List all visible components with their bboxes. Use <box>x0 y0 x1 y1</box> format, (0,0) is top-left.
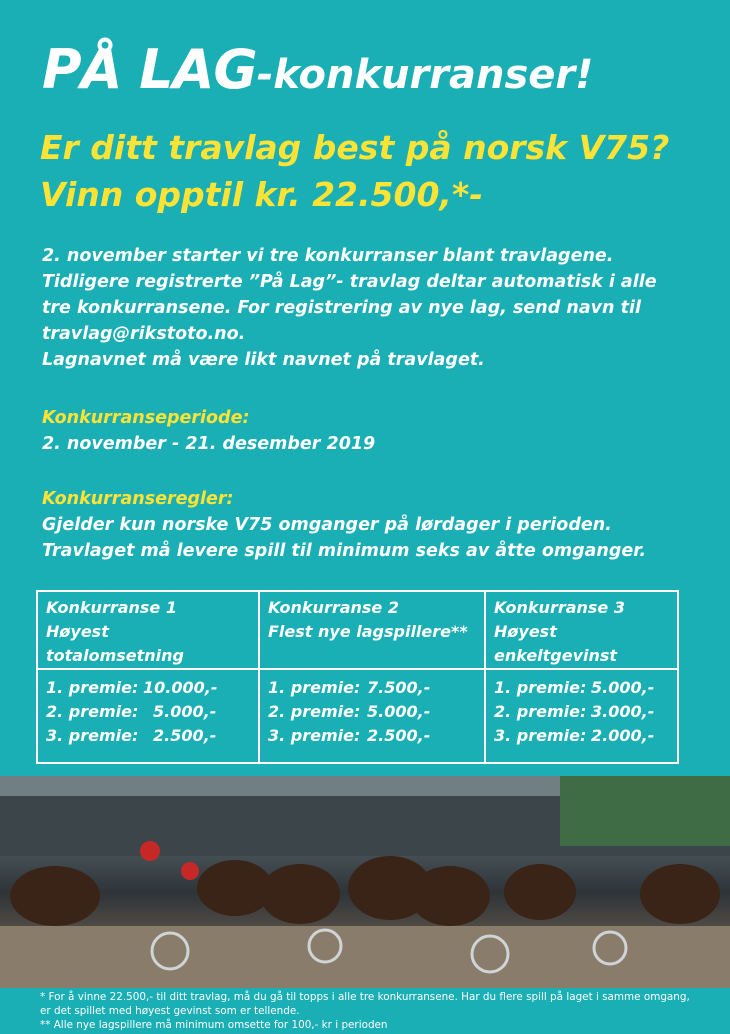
period-value: 2. november - 21. desember 2019 <box>42 434 376 454</box>
competition-desc: Høyest totalomsetning <box>46 622 184 665</box>
competition-3-header <box>485 591 678 669</box>
trees <box>560 776 730 846</box>
subtitle-line-2: Vinn opptil kr. 22.500,*- <box>40 175 483 214</box>
prize-amount: 2.500,- <box>367 726 431 745</box>
competition-desc: Høyest enkeltgevinst <box>494 622 618 665</box>
competition-name: Konkurranse 1 <box>46 598 177 617</box>
prize-row <box>494 676 671 700</box>
prize-row <box>46 700 252 724</box>
prize-amount: 5.000,- <box>153 702 217 721</box>
prize-amount: 3.000,- <box>591 702 655 721</box>
prize-label: 3. premie: <box>46 726 139 745</box>
subtitle-line-1: Er ditt travlag best på norsk V75? <box>40 128 670 167</box>
prize-label: 1. premie: <box>494 678 587 697</box>
competition-header-row <box>37 591 678 669</box>
photo-illustration <box>0 776 730 988</box>
footnote: er det spillet med høyest gevinst som er tellende. <box>40 1005 300 1017</box>
prize-label: 2. premie: <box>46 702 139 721</box>
prize-label: 2. premie: <box>268 702 361 721</box>
intro-line: 2. november starter vi tre konkurranser blant travlagene. <box>42 246 614 266</box>
prize-row <box>46 676 252 700</box>
period-section <box>42 405 375 457</box>
prize-label: 1. premie: <box>46 678 139 697</box>
prize-amount: 5.000,- <box>591 678 655 697</box>
competition-1-prizes <box>37 669 259 763</box>
competition-2-prizes <box>259 669 485 763</box>
horses <box>10 856 720 926</box>
prize-amount: 2.500,- <box>153 726 217 745</box>
competition-1-header <box>37 591 259 669</box>
prize-label: 2. premie: <box>494 702 587 721</box>
prize-row <box>268 724 478 748</box>
prize-row <box>268 700 478 724</box>
period-heading: Konkurranseperiode: <box>42 408 250 428</box>
page-title <box>42 38 593 101</box>
competition-name: Konkurranse 3 <box>494 598 625 617</box>
competition-name: Konkurranse 2 <box>268 598 399 617</box>
prize-label: 1. premie: <box>268 678 361 697</box>
prize-row <box>46 724 252 748</box>
prize-amount: 10.000,- <box>143 678 218 697</box>
rules-line: Gjelder kun norske V75 omganger på lørdager i perioden. <box>42 515 612 535</box>
intro-line: Lagnavnet må være likt navnet på travlaget. <box>42 350 485 370</box>
intro-text <box>42 243 657 373</box>
rules-section <box>42 486 646 564</box>
competition-2-header <box>259 591 485 669</box>
prize-amount: 5.000,- <box>367 702 431 721</box>
footnote: ** Alle nye lagspillere må minimum omsette for 100,- kr i perioden <box>40 1019 388 1031</box>
intro-line: tre konkurransene. For registrering av nye lag, send navn til <box>42 298 641 318</box>
prize-amount: 2.000,- <box>591 726 655 745</box>
competition-3-prizes <box>485 669 678 763</box>
harness-racing-photo <box>0 776 730 988</box>
competition-prize-row <box>37 669 678 763</box>
rules-line: Travlaget må levere spill til minimum seks av åtte omganger. <box>42 541 647 561</box>
title-main: PÅ LAG <box>42 38 257 101</box>
prize-row <box>494 700 671 724</box>
prize-row <box>268 676 478 700</box>
competition-desc: Flest nye lagspillere** <box>268 622 468 641</box>
prize-label: 3. premie: <box>494 726 587 745</box>
footnotes <box>40 990 690 1032</box>
title-suffix: -konkurranser! <box>256 52 594 98</box>
prize-row <box>494 724 671 748</box>
competitions-table <box>36 590 679 764</box>
footnote: * For å vinne 22.500,- til ditt travlag, må du gå til topps i alle tre konkurransene. Har du flere spill på laget i samme omgang, <box>40 991 690 1003</box>
rules-heading: Konkurranseregler: <box>42 489 234 509</box>
intro-line: Tidligere registrerte ”På Lag”- travlag deltar automatisk i alle <box>42 272 657 292</box>
prize-amount: 7.500,- <box>367 678 431 697</box>
intro-line-email: travlag@rikstoto.no. <box>42 324 246 344</box>
prize-label: 3. premie: <box>268 726 361 745</box>
